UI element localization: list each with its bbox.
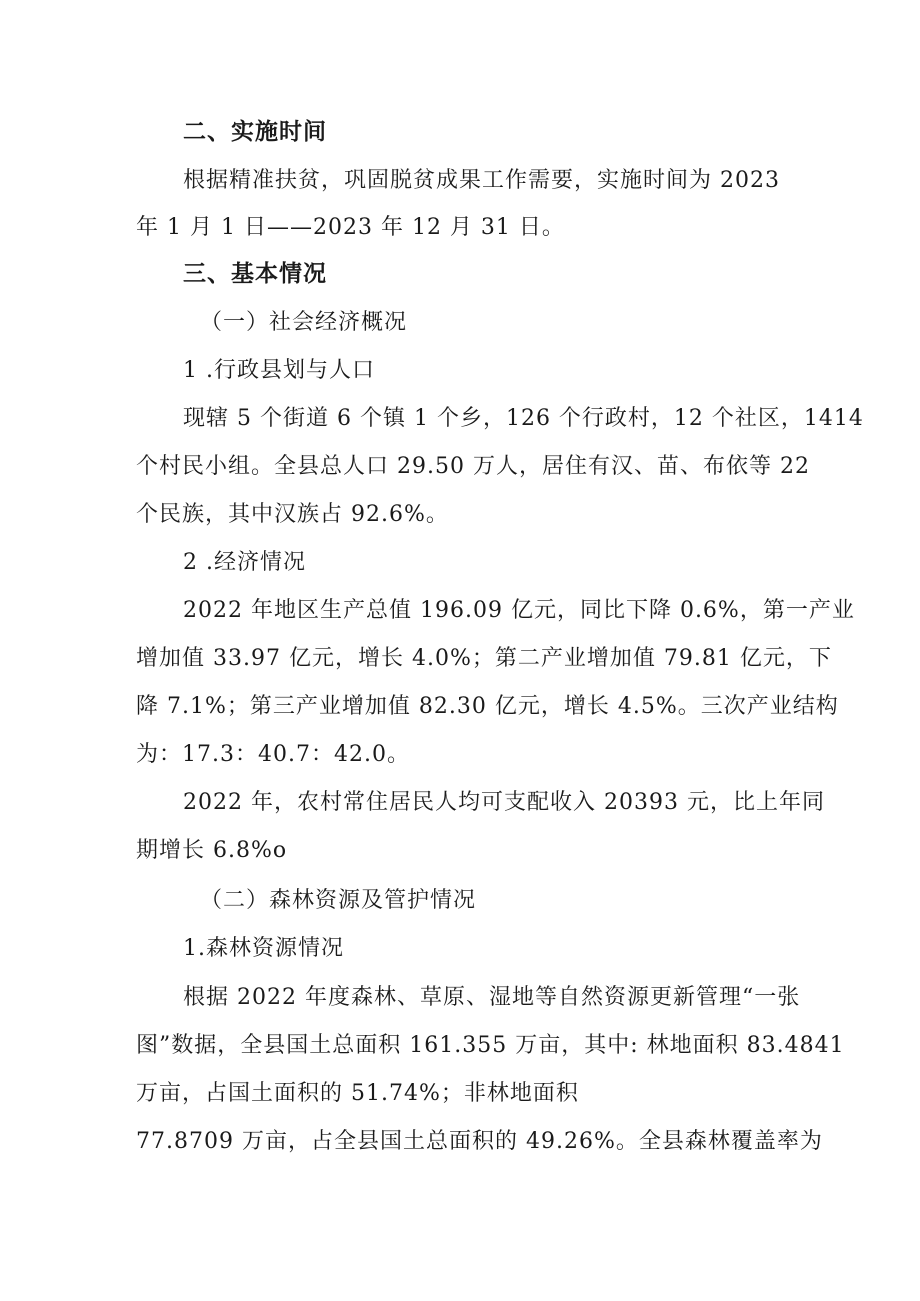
paragraph-line: 万亩，占国土面积的 51.74%；非林地面积: [136, 1081, 579, 1106]
item-heading-economy: 2 .经济情况: [183, 550, 306, 575]
subsection-heading-socioeconomic: （一）社会经济概况: [200, 310, 408, 335]
section-heading-basic-situation: 三、基本情况: [183, 261, 327, 287]
paragraph-line: 2022 年地区生产总值 196.09 亿元，同比下降 0.6%，第一产业: [183, 598, 855, 623]
paragraph-line: 现辖 5 个街道 6 个镇 1 个乡，126 个行政村，12 个社区，1414: [183, 406, 864, 431]
item-heading-admin-population: 1 .行政县划与人口: [183, 358, 375, 383]
paragraph-line: 增加值 33.97 亿元，增长 4.0%；第二产业增加值 79.81 亿元，下: [136, 646, 832, 671]
section-heading-implementation-time: 二、实施时间: [183, 119, 327, 145]
paragraph-line: 2022 年，农村常住居民人均可支配收入 20393 元，比上年同: [183, 790, 825, 815]
paragraph-line: 年 1 月 1 日——2023 年 12 月 31 日。: [136, 215, 565, 240]
paragraph-line: 77.8709 万亩，占全县国土总面积的 49.26%。全县森林覆盖率为: [136, 1129, 823, 1154]
paragraph-line: 个村民小组。全县总人口 29.50 万人，居住有汉、苗、布依等 22: [136, 454, 810, 479]
paragraph-line: 期增长 6.8%o: [136, 838, 288, 863]
paragraph-line: 降 7.1%；第三产业增加值 82.30 亿元，增长 4.5%。三次产业结构: [136, 694, 839, 719]
paragraph-line: 个民族，其中汉族占 92.6%。: [136, 502, 449, 527]
item-heading-forest-situation: 1.森林资源情况: [183, 936, 344, 961]
paragraph-line: 根据精准扶贫，巩固脱贫成果工作需要，实施时间为 2023: [183, 168, 780, 193]
paragraph-line: 图”数据，全县国土总面积 161.355 万亩，其中: 林地面积 83.4841: [136, 1033, 845, 1058]
subsection-heading-forest-resources: （二）森林资源及管护情况: [200, 888, 477, 913]
paragraph-line: 根据 2022 年度森林、草原、湿地等自然资源更新管理“一张: [183, 985, 801, 1010]
paragraph-line: 为：17.3：40.7：42.0。: [136, 742, 410, 767]
